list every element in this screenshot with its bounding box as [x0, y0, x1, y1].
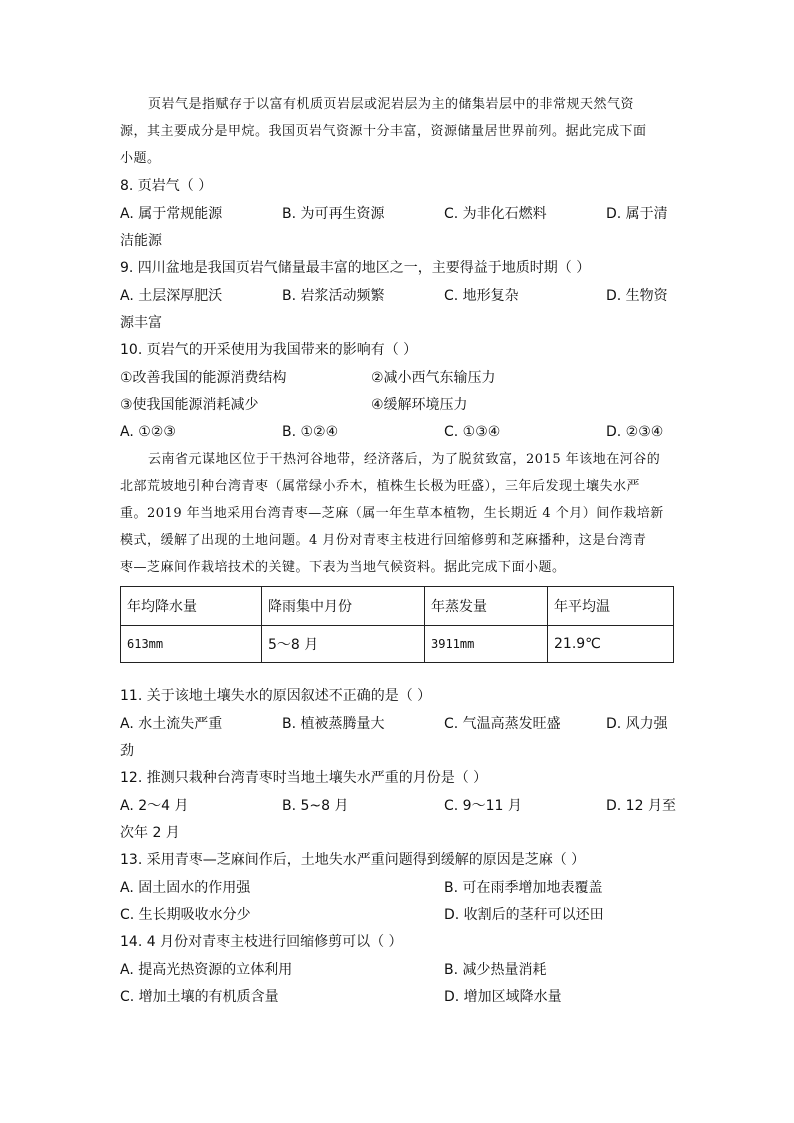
q12-option-d-cont: 次年 2 月 — [120, 825, 180, 841]
q12-option-a[interactable]: A. 2～4 月 — [120, 798, 189, 814]
q9-option-c[interactable]: C. 地形复杂 — [444, 288, 519, 304]
q14-option-a[interactable]: A. 提高光热资源的立体利用 — [120, 962, 293, 978]
table-header-cell: 年蒸发量 — [425, 587, 548, 626]
passage1-line-3: 小题。 — [120, 151, 161, 166]
q10-statement-4: ④缓解环境压力 — [371, 397, 468, 413]
q9-stem: 9. 四川盆地是我国页岩气储量最丰富的地区之一，主要得益于地质时期（ ） — [120, 260, 591, 276]
q12-option-d[interactable]: D. 12 月至 — [606, 798, 676, 814]
q8-option-d[interactable]: D. 属于清 — [606, 206, 668, 222]
q11-option-b[interactable]: B. 植被蒸腾量大 — [282, 716, 385, 732]
q10-option-b[interactable]: B. ①②④ — [282, 424, 339, 440]
passage2-line-2: 北部荒坡地引种台湾青枣（属常绿小乔木，植株生长极为旺盛），三年后发现土壤失水严 — [120, 479, 641, 494]
q9-option-b[interactable]: B. 岩浆活动频繁 — [282, 288, 385, 304]
climate-table — [120, 586, 674, 663]
q14-stem: 14. 4 月份对青枣主枝进行回缩修剪可以（ ） — [120, 934, 403, 950]
q9-option-d[interactable]: D. 生物资 — [606, 288, 668, 304]
table-cell: 5～8 月 — [262, 626, 425, 663]
table-cell: 613mm — [121, 626, 262, 663]
q14-option-d[interactable]: D. 增加区域降水量 — [444, 989, 562, 1005]
q11-stem: 11. 关于该地土壤失水的原因叙述不正确的是（ ） — [120, 688, 432, 704]
table-header-cell: 年均降水量 — [121, 587, 262, 626]
q10-option-c[interactable]: C. ①③④ — [444, 424, 501, 440]
table-row — [121, 626, 674, 663]
table-cell: 21.9℃ — [548, 626, 674, 663]
table-header-cell: 年平均温 — [548, 587, 674, 626]
q10-stem: 10. 页岩气的开采使用为我国带来的影响有（ ） — [120, 342, 418, 358]
passage1-line-1: 页岩气是指赋存于以富有机质页岩层或泥岩层为主的储集岩层中的非常规天然气资 — [148, 97, 635, 112]
passage2-line-4: 模式，缓解了出现的土地问题。4 月份对青枣主枝进行回缩修剪和芝麻播种，这是台湾青 — [120, 533, 647, 548]
q14-option-b[interactable]: B. 减少热量消耗 — [444, 962, 547, 978]
table-header-cell: 降雨集中月份 — [262, 587, 425, 626]
q11-option-d[interactable]: D. 风力强 — [606, 716, 668, 732]
q8-option-a[interactable]: A. 属于常规能源 — [120, 206, 223, 222]
passage2-line-3: 重。2019 年当地采用台湾青枣—芝麻（属一年生草本植物，生长期近 4 个月）间作栽培新 — [120, 506, 664, 521]
q11-option-a[interactable]: A. 水土流失严重 — [120, 716, 223, 732]
q11-option-c[interactable]: C. 气温高蒸发旺盛 — [444, 716, 561, 732]
passage2-line-5: 枣—芝麻间作栽培技术的关键。下表为当地气候资料。据此完成下面小题。 — [120, 560, 566, 575]
q13-option-c[interactable]: C. 生长期吸收水分少 — [120, 907, 251, 923]
q10-statement-3: ③使我国能源消耗减少 — [120, 397, 259, 413]
passage1-line-2: 源，其主要成分是甲烷。我国页岩气资源十分丰富，资源储量居世界前列。据此完成下面 — [120, 124, 647, 139]
q14-option-c[interactable]: C. 增加土壤的有机质含量 — [120, 989, 279, 1005]
q10-option-d[interactable]: D. ②③④ — [606, 424, 664, 440]
passage2-line-1: 云南省元谋地区位于干热河谷地带，经济落后，为了脱贫致富，2015 年该地在河谷的 — [148, 452, 661, 467]
table-header-row — [121, 587, 674, 626]
q8-option-d-cont: 洁能源 — [120, 233, 162, 249]
q8-option-c[interactable]: C. 为非化石燃料 — [444, 206, 547, 222]
q10-option-a[interactable]: A. ①②③ — [120, 424, 176, 440]
q13-stem: 13. 采用青枣—芝麻间作后，土地失水严重问题得到缓解的原因是芝麻（ ） — [120, 852, 586, 868]
q13-option-d[interactable]: D. 收割后的茎秆可以还田 — [444, 907, 604, 923]
q8-stem: 8. 页岩气（ ） — [120, 178, 213, 194]
q11-option-d-cont: 劲 — [120, 743, 134, 759]
q9-option-a[interactable]: A. 土层深厚肥沃 — [120, 288, 223, 304]
q13-option-b[interactable]: B. 可在雨季增加地表覆盖 — [444, 880, 603, 896]
q12-option-b[interactable]: B. 5~8 月 — [282, 798, 349, 814]
q12-option-c[interactable]: C. 9～11 月 — [444, 798, 522, 814]
q9-option-d-cont: 源丰富 — [120, 315, 162, 331]
q12-stem: 12. 推测只栽种台湾青枣时当地土壤失水严重的月份是（ ） — [120, 770, 488, 786]
table-cell: 3911mm — [425, 626, 548, 663]
q10-statement-1: ①改善我国的能源消费结构 — [120, 370, 287, 386]
q10-statement-2: ②减小西气东输压力 — [371, 370, 496, 386]
q13-option-a[interactable]: A. 固土固水的作用强 — [120, 880, 251, 896]
q8-option-b[interactable]: B. 为可再生资源 — [282, 206, 385, 222]
